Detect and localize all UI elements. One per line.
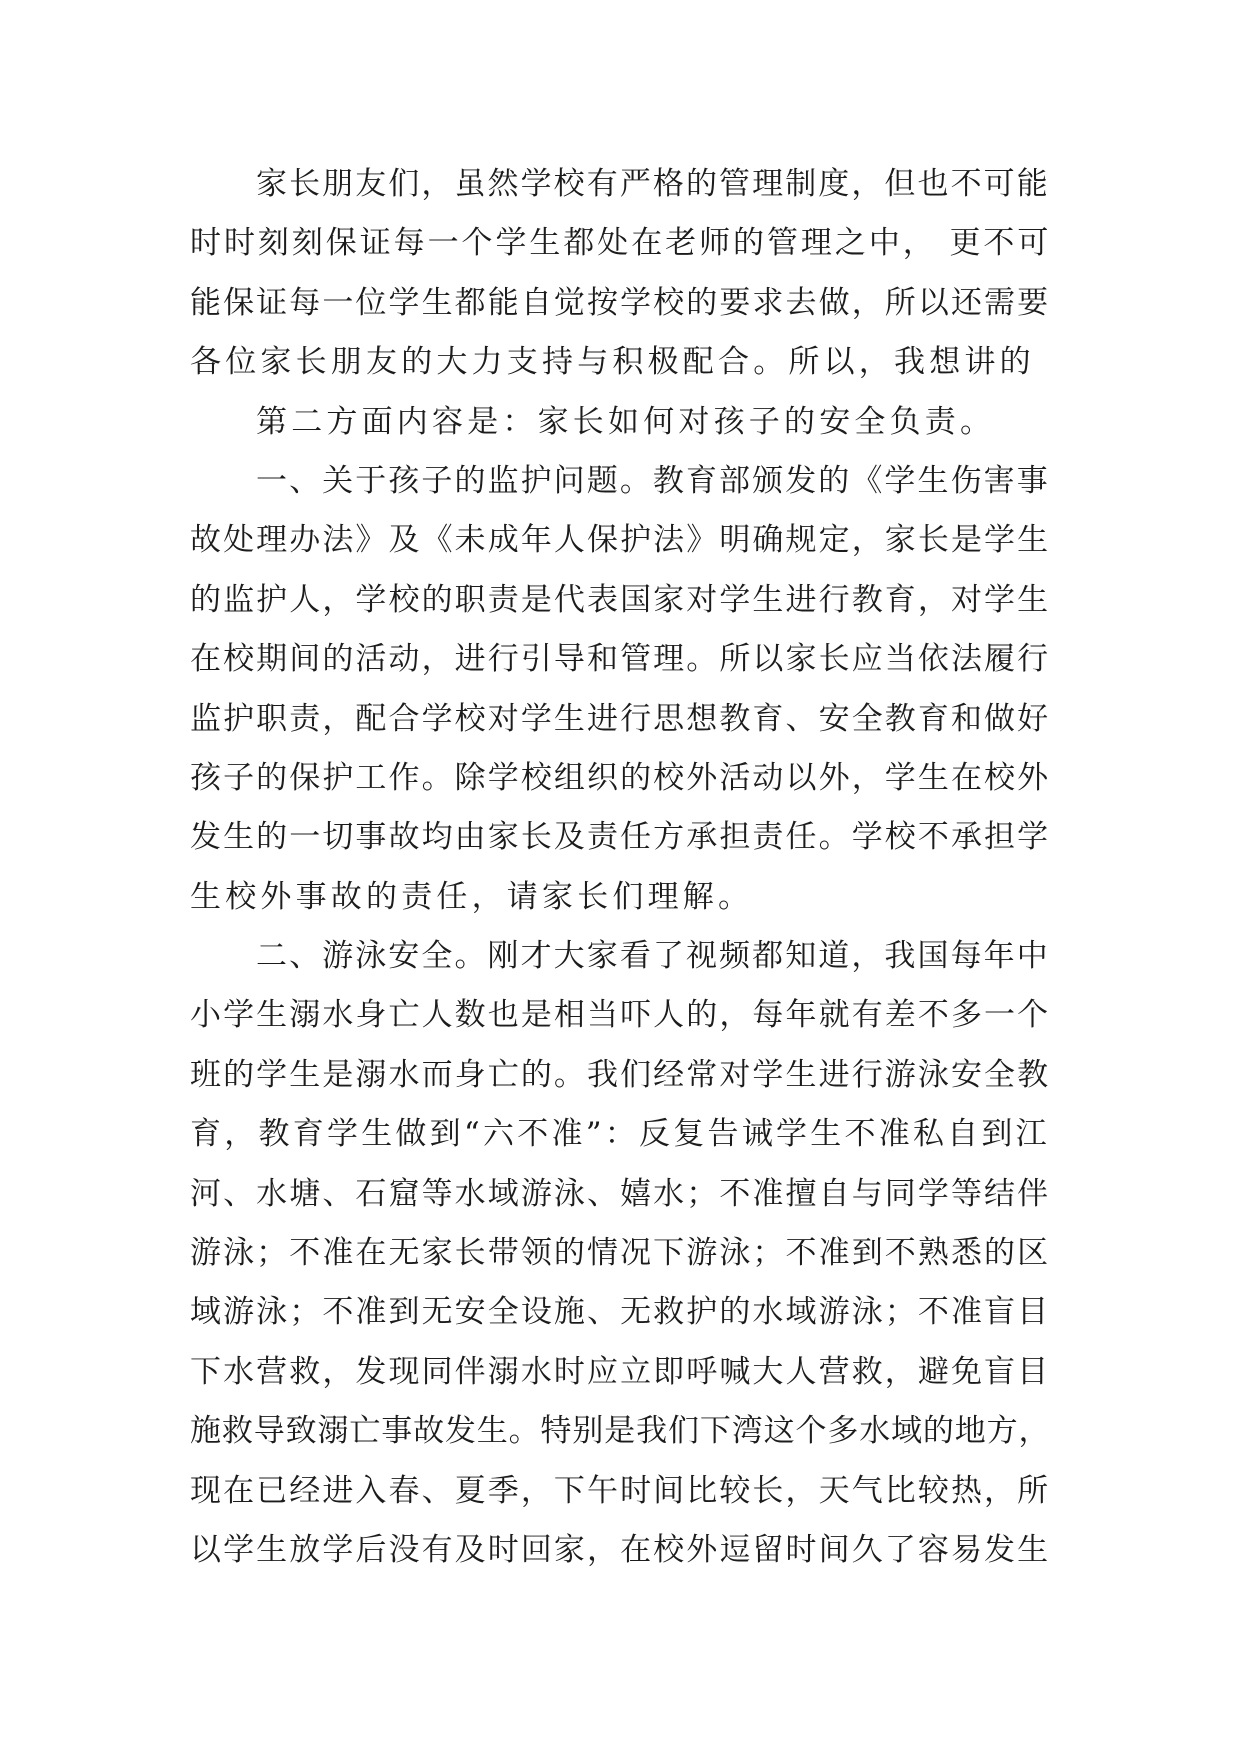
text-line: 以学生放学后没有及时回家，在校外逗留时间久了容易发生 <box>190 1531 1051 1568</box>
text-line: 第二方面内容是：家长如何对孩子的安全负责。 <box>256 403 996 440</box>
text-line: 河、水塘、石窟等水域游泳、嬉水；不准擅自与同学等结伴 <box>190 1175 1051 1212</box>
text-line: 在校期间的活动，进行引导和管理。所以家长应当依法履行 <box>190 641 1051 678</box>
text-line: 施救导致溺亡事故发生。特别是我们下湾这个多水域的地方， <box>190 1413 1051 1450</box>
text-line: 故处理办法》及《未成年人保护法》明确规定，家长是学生 <box>190 522 1051 559</box>
text-line: 下水营救，发现同伴溺水时应立即呼喊大人营救，避免盲目 <box>190 1353 1051 1390</box>
document-body <box>190 155 1050 1580</box>
text-line: 生校外事故的责任，请家长们理解。 <box>190 878 754 915</box>
text-line: 小学生溺水身亡人数也是相当吓人的，每年就有差不多一个 <box>190 997 1051 1034</box>
text-line: 班的学生是溺水而身亡的。我们经常对学生进行游泳安全教 <box>190 1056 1051 1093</box>
text-line: 二、游泳安全。刚才大家看了视频都知道，我国每年中 <box>256 938 1050 975</box>
text-line: 监护职责，配合学校对学生进行思想教育、安全教育和做好 <box>190 700 1051 737</box>
text-line: 各位家长朋友的大力支持与积极配合。所以，我想讲的 <box>190 344 1035 381</box>
text-line: 能保证每一位学生都能自觉按学校的要求去做，所以还需要 <box>190 284 1051 321</box>
text-line: 家长朋友们，虽然学校有严格的管理制度，但也不可能 <box>256 166 1050 202</box>
text-line: 现在已经进入春、夏季，下午时间比较长，天气比较热，所 <box>190 1472 1051 1509</box>
text-line: 游泳；不准在无家长带领的情况下游泳；不准到不熟悉的区 <box>190 1235 1051 1272</box>
text-line: 的监护人，学校的职责是代表国家对学生进行教育，对学生 <box>190 581 1051 618</box>
text-line: 域游泳；不准到无安全设施、无救护的水域游泳；不准盲目 <box>190 1294 1051 1331</box>
text-line: 发生的一切事故均由家长及责任方承担责任。学校不承担学 <box>190 819 1051 856</box>
text-line: 一、关于孩子的监护问题。教育部颁发的《学生伤害事 <box>256 462 1050 499</box>
text-line: 孩子的保护工作。除学校组织的校外活动以外，学生在校外 <box>190 759 1051 796</box>
text-line: 时时刻刻保证每一个学生都处在老师的管理之中， 更不可 <box>190 225 1052 262</box>
text-line: 育，教育学生做到“六不准”：反复告诫学生不准私自到江 <box>190 1116 1050 1153</box>
